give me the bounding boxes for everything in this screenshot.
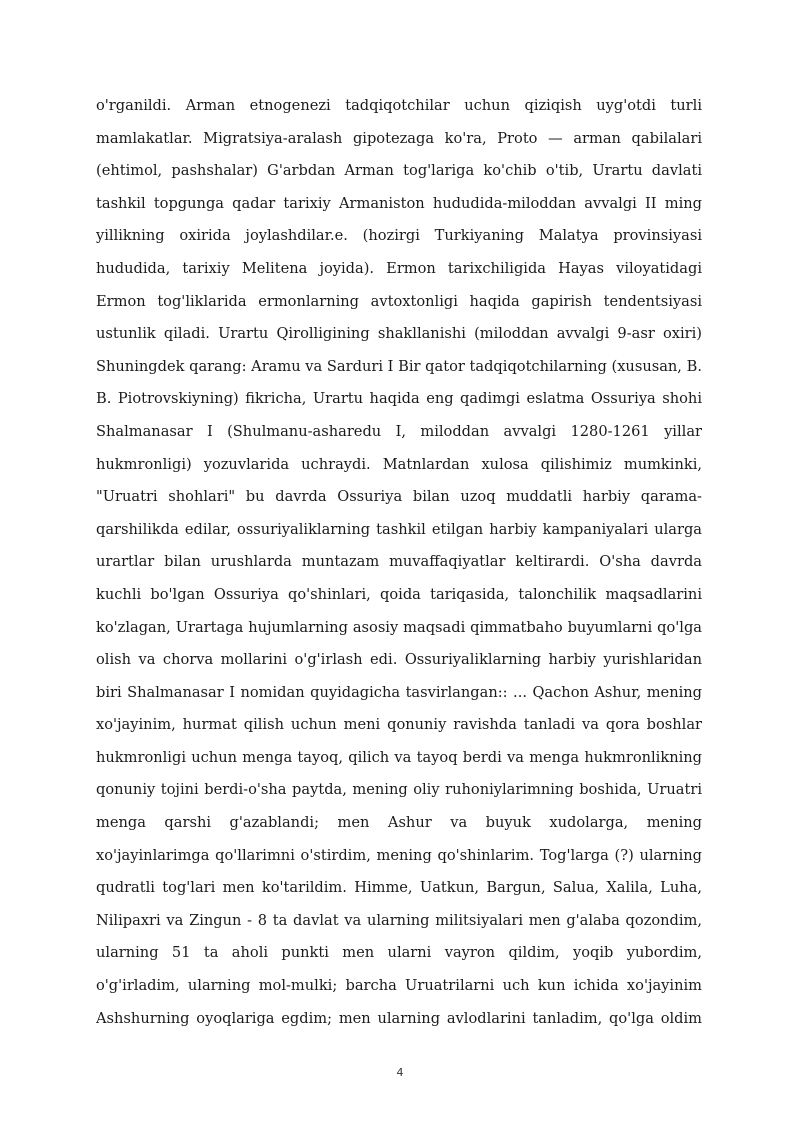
text-line: hukmronligi) yozuvlarida uchraydi. Matnlardan xulosa qilishimiz mumkinki,	[96, 455, 702, 473]
text-line: xo'jayinlarimga qo'llarimni o'stirdim, mening qo'shinlarim. Tog'larga (?) ularning	[96, 846, 702, 864]
text-line: qonuniy tojini berdi-o'sha paytda, mening oliy ruhoniylarimning boshida, Uruatri	[96, 781, 702, 799]
text-line: kuchli bo'lgan Ossuriya qo'shinlari, qoida tariqasida, talonchilik maqsadlarini	[96, 585, 702, 603]
text-line: menga qarshi g'azablandi; men Ashur va buyuk xudolarga, mening	[96, 814, 702, 832]
text-line: B. Piotrovskiyning) fikricha, Urartu haqida eng qadimgi eslatma Ossuriya shohi	[96, 390, 702, 408]
text-line: tashkil topgunga qadar tarixiy Armaniston hududida-miloddan avvalgi II ming	[96, 194, 702, 212]
text-line: Shalmanasar I (Shulmanu-asharedu I, miloddan avvalgi 1280-1261 yillar	[96, 422, 702, 440]
text-line: urartlar bilan urushlarda muntazam muvaffaqiyatlar keltirardi. O'sha davrda	[96, 553, 702, 571]
text-line: olish va chorva mollarini o'g'irlash edi. Ossuriyaliklarning harbiy yurishlaridan	[96, 651, 702, 669]
text-line: xo'jayinim, hurmat qilish uchun meni qonuniy ravishda tanladi va qora boshlar	[96, 716, 702, 734]
text-line: o'g'irladim, ularning mol-mulki; barcha Uruatrilarni uch kun ichida xo'jayinim	[96, 977, 702, 995]
text-line: ustunlik qiladi. Urartu Qirolligining shakllanishi (miloddan avvalgi 9-asr oxiri)	[96, 325, 702, 343]
text-line: o'rganildi. Arman etnogenezi tadqiqotchilar uchun qiziqish uyg'otdi turli	[96, 97, 702, 114]
text-line: Shuningdek qarang: Aramu va Sarduri I Bir qator tadqiqotchilarning (xususan, B.	[96, 357, 702, 375]
text-line: Nilipaxri va Zingun - 8 ta davlat va ularning militsiyalari men g'alaba qozondim,	[96, 911, 702, 929]
text-line: Ermon tog'liklarida ermonlarning avtoxtonligi haqida gapirish tendentsiyasi	[96, 292, 702, 310]
text-line: (ehtimol, pashshalar) G'arbdan Arman tog'lariga ko'chib o'tib, Urartu davlati	[96, 162, 702, 180]
text-line: qudratli tog'lari men ko'tarildim. Himme, Uatkun, Bargun, Salua, Xalila, Luha,	[96, 879, 702, 897]
text-line: "Uruatri shohlari" bu davrda Ossuriya bilan uzoq muddatli harbiy qarama-	[96, 488, 702, 506]
text-line: ko'zlagan, Urartaga hujumlarning asosiy maqsadi qimmatbaho buyumlarni qo'lga	[96, 618, 702, 636]
text-line: mamlakatlar. Migratsiya-aralash gipotezaga ko'ra, Proto — arman qabilalari	[96, 129, 702, 147]
body-text	[96, 90, 702, 1035]
text-line: biri Shalmanasar I nomidan quyidagicha tasvirlangan:: ... Qachon Ashur, mening	[96, 683, 702, 701]
text-line: yillikning oxirida joylashdilar.e. (hozirgi Turkiyaning Malatya provinsiyasi	[96, 227, 702, 245]
text-line: Ashshurning oyoqlariga egdim; men ularning avlodlarini tanladim, qo'lga oldim	[96, 1009, 702, 1027]
text-line: hukmronligi uchun menga tayoq, qilich va tayoq berdi va menga hukmronlikning	[96, 748, 702, 766]
text-line: qarshilikda edilar, ossuriyaliklarning tashkil etilgan harbiy kampaniyalari ularga	[96, 520, 702, 538]
text-line: ularning 51 ta aholi punkti men ularni vayron qildim, yoqib yubordim,	[96, 944, 702, 962]
text-line: hududida, tarixiy Melitena joyida). Ermon tarixchiligida Hayas viloyatidagi	[96, 259, 702, 277]
page-number: 4	[396, 1066, 404, 1079]
